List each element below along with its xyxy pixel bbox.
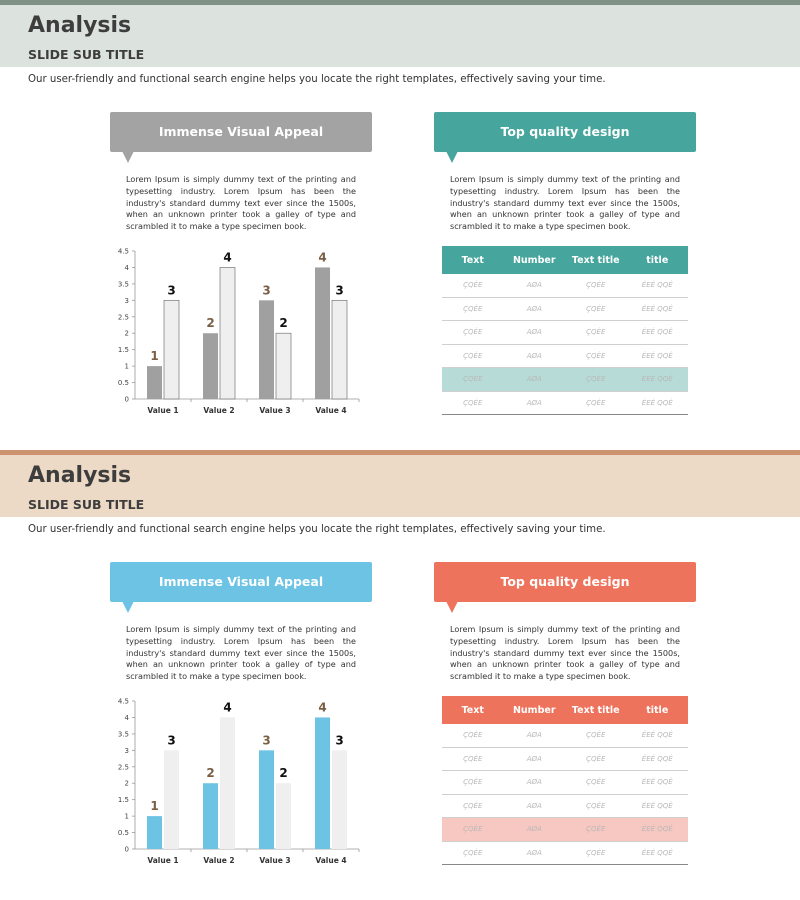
data-label-series-1: 4 [318, 700, 327, 715]
table-header [442, 696, 688, 724]
table-cell: ÉEÉ QQÉ [641, 304, 673, 313]
table-cell: AØA [526, 398, 542, 407]
table-row [442, 298, 688, 322]
table-header-cell: Text title [571, 704, 620, 716]
table-cell: AØA [526, 375, 542, 384]
table-cell: ÇQÉE [586, 825, 606, 834]
table-cell: ÇQÉE [586, 304, 606, 313]
bar-series-2 [332, 300, 347, 399]
intro-text: Our user-friendly and functional search engine helps you locate the right templates, effectively saving your time. [28, 524, 606, 535]
table-body [442, 724, 688, 865]
data-label-series-2: 4 [223, 700, 232, 715]
table-row [442, 321, 688, 345]
table-cell: ÇQÉE [586, 398, 606, 407]
left-body-text: Lorem Ipsum is simply dummy text of the printing and typesetting industry. Lorem Ipsum has been the industry's standard dummy text ever since the 1500s, when an unknown printer took a galley of type and scrambled it to make a type specimen book. [126, 174, 356, 232]
table-cell: ÉEÉ QQÉ [641, 375, 673, 384]
bar-series-2 [164, 750, 179, 849]
table-cell: ÇQÉE [463, 328, 483, 337]
x-category-label: Value 4 [315, 406, 347, 415]
data-label-series-1: 2 [206, 316, 215, 331]
table-cell: ÇQÉE [463, 281, 483, 290]
table-cell: ÉEÉ QQÉ [641, 778, 673, 787]
bar-series-1 [147, 816, 162, 849]
table-body [442, 274, 688, 415]
table-cell: ÇQÉE [463, 825, 483, 834]
y-tick-label: 0.5 [117, 829, 129, 838]
y-tick-label: 1.5 [117, 796, 129, 805]
table-row [442, 724, 688, 748]
table-cell: ÇQÉE [586, 848, 606, 857]
table-cell: AØA [526, 825, 542, 834]
bar-series-1 [203, 783, 218, 849]
table-header [442, 246, 688, 274]
data-label-series-2: 3 [167, 283, 176, 298]
table-cell: ÉEÉ QQÉ [641, 351, 673, 360]
y-tick-label: 2 [124, 329, 129, 338]
right-body-text: Lorem Ipsum is simply dummy text of the printing and typesetting industry. Lorem Ipsum has been the industry's standard dummy text ever since the 1500s, when an unknown printer took a galley of type and scrambled it to make a type specimen book. [450, 624, 680, 682]
x-category-label: Value 4 [315, 856, 347, 865]
table-cell: AØA [526, 754, 542, 763]
bar-series-2 [276, 333, 291, 399]
table-cell: ÇQÉE [586, 778, 606, 787]
y-tick-label: 3 [124, 746, 129, 755]
table-row [442, 274, 688, 298]
bar-series-2 [220, 267, 235, 399]
table-cell: AØA [526, 801, 542, 810]
table-header-cell: Number [512, 254, 556, 266]
right-callout-pointer [446, 601, 458, 613]
table-cell: AØA [526, 351, 542, 360]
table-cell: ÇQÉE [586, 351, 606, 360]
data-label-series-2: 2 [279, 316, 288, 331]
y-tick-label: 4 [124, 713, 129, 722]
table-row [442, 842, 688, 866]
data-label-series-1: 1 [150, 799, 159, 814]
left-callout-label: Immense Visual Appeal [158, 124, 324, 139]
y-tick-label: 0 [124, 845, 129, 854]
table-header-cell: Text [461, 704, 484, 716]
table-row [442, 748, 688, 772]
data-label-series-2: 2 [279, 766, 288, 781]
right-callout-label: Top quality design [500, 574, 630, 589]
table-cell: ÉEÉ QQÉ [641, 801, 673, 810]
table-header-cell: Text [461, 254, 484, 266]
x-category-label: Value 2 [203, 406, 235, 415]
y-tick-label: 3.5 [117, 730, 129, 739]
table-header-cell: Number [512, 704, 556, 716]
table-row [442, 818, 688, 842]
slide-title: Analysis [28, 463, 132, 488]
slide [0, 450, 800, 900]
bar-series-1 [315, 267, 330, 399]
x-category-label: Value 2 [203, 856, 235, 865]
header-band [0, 455, 800, 517]
data-table [442, 696, 688, 865]
table-cell: ÉEÉ QQÉ [641, 398, 673, 407]
y-tick-label: 4 [124, 263, 129, 272]
table-cell: ÇQÉE [463, 801, 483, 810]
data-label-series-2: 3 [335, 283, 344, 298]
right-callout [434, 112, 696, 152]
y-tick-label: 1 [124, 362, 129, 371]
x-category-label: Value 1 [147, 856, 179, 865]
table-header-cell: title [646, 254, 669, 266]
table-row [442, 392, 688, 416]
right-callout-pointer [446, 151, 458, 163]
data-table [442, 246, 688, 415]
table-cell: ÇQÉE [463, 731, 483, 740]
table-cell: ÇQÉE [463, 304, 483, 313]
bar-series-2 [332, 750, 347, 849]
bar-series-1 [147, 366, 162, 399]
intro-text: Our user-friendly and functional search engine helps you locate the right templates, effectively saving your time. [28, 74, 606, 85]
table-cell: ÇQÉE [586, 731, 606, 740]
data-label-series-1: 3 [262, 733, 271, 748]
y-tick-label: 3.5 [117, 280, 129, 289]
bar-chart [105, 693, 370, 873]
table-cell: AØA [526, 281, 542, 290]
table-cell: ÇQÉE [463, 351, 483, 360]
table-cell: ÇQÉE [463, 398, 483, 407]
table-cell: AØA [526, 731, 542, 740]
bar-series-1 [259, 300, 274, 399]
y-tick-label: 0.5 [117, 379, 129, 388]
table-cell: ÇQÉE [586, 801, 606, 810]
x-category-label: Value 3 [259, 406, 291, 415]
table-cell: ÇQÉE [586, 375, 606, 384]
y-tick-label: 0 [124, 395, 129, 404]
table-cell: ÇQÉE [586, 281, 606, 290]
bar-series-1 [259, 750, 274, 849]
table-cell: ÉEÉ QQÉ [641, 281, 673, 290]
data-label-series-1: 4 [318, 250, 327, 265]
bar-chart [105, 243, 370, 423]
data-label-series-2: 3 [335, 733, 344, 748]
slide-title: Analysis [28, 13, 132, 38]
data-label-series-1: 3 [262, 283, 271, 298]
left-callout-label: Immense Visual Appeal [158, 574, 324, 589]
table-row [442, 368, 688, 392]
table-cell: ÇQÉE [586, 754, 606, 763]
bar-series-1 [203, 333, 218, 399]
x-category-label: Value 1 [147, 406, 179, 415]
table-cell: ÉEÉ QQÉ [641, 328, 673, 337]
y-tick-label: 1.5 [117, 346, 129, 355]
left-callout-pointer [122, 151, 134, 163]
right-callout-label: Top quality design [500, 124, 630, 139]
table-row [442, 771, 688, 795]
x-category-label: Value 3 [259, 856, 291, 865]
table-cell: AØA [526, 328, 542, 337]
table-cell: AØA [526, 304, 542, 313]
bar-series-1 [315, 717, 330, 849]
header-band [0, 5, 800, 67]
table-header-cell: title [646, 704, 669, 716]
table-row [442, 345, 688, 369]
table-cell: ÉEÉ QQÉ [641, 731, 673, 740]
left-callout [110, 112, 372, 152]
table-cell: AØA [526, 778, 542, 787]
slide-subtitle: SLIDE SUB TITLE [28, 47, 145, 62]
y-tick-label: 1 [124, 812, 129, 821]
bar-series-2 [276, 783, 291, 849]
data-label-series-2: 3 [167, 733, 176, 748]
y-tick-label: 4.5 [117, 247, 129, 256]
table-cell: ÉEÉ QQÉ [641, 848, 673, 857]
right-callout [434, 562, 696, 602]
y-tick-label: 2.5 [117, 763, 129, 772]
y-tick-label: 3 [124, 296, 129, 305]
right-body-text: Lorem Ipsum is simply dummy text of the printing and typesetting industry. Lorem Ipsum has been the industry's standard dummy text ever since the 1500s, when an unknown printer took a galley of type and scrambled it to make a type specimen book. [450, 174, 680, 232]
table-cell: ÇQÉE [586, 328, 606, 337]
table-cell: ÇQÉE [463, 778, 483, 787]
bar-series-2 [220, 717, 235, 849]
slide-subtitle: SLIDE SUB TITLE [28, 497, 145, 512]
table-row [442, 795, 688, 819]
table-cell: ÇQÉE [463, 754, 483, 763]
y-tick-label: 4.5 [117, 697, 129, 706]
y-tick-label: 2 [124, 779, 129, 788]
table-cell: AØA [526, 848, 542, 857]
table-header-cell: Text title [571, 254, 620, 266]
data-label-series-1: 1 [150, 349, 159, 364]
table-cell: ÉEÉ QQÉ [641, 825, 673, 834]
left-body-text: Lorem Ipsum is simply dummy text of the printing and typesetting industry. Lorem Ipsum has been the industry's standard dummy text ever since the 1500s, when an unknown printer took a galley of type and scrambled it to make a type specimen book. [126, 624, 356, 682]
left-callout-pointer [122, 601, 134, 613]
left-callout [110, 562, 372, 602]
data-label-series-1: 2 [206, 766, 215, 781]
bar-series-2 [164, 300, 179, 399]
data-label-series-2: 4 [223, 250, 232, 265]
table-cell: ÉEÉ QQÉ [641, 754, 673, 763]
table-cell: ÇQÉE [463, 848, 483, 857]
table-cell: ÇQÉE [463, 375, 483, 384]
y-tick-label: 2.5 [117, 313, 129, 322]
